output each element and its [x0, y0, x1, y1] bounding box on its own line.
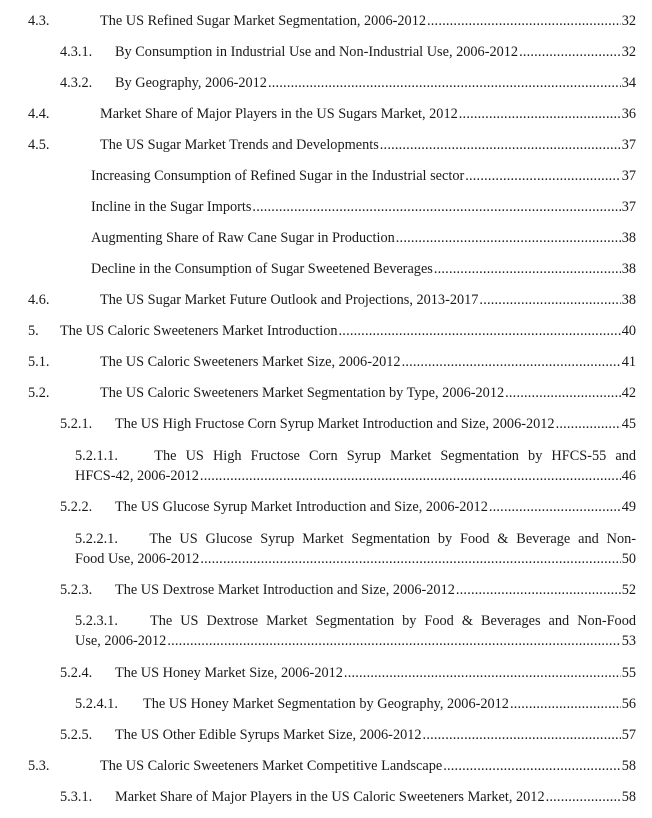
toc-entry-page: 37 — [621, 199, 636, 215]
toc-entry-title: By Geography, 2006-2012 — [115, 75, 267, 91]
toc-leader-dots — [456, 580, 621, 600]
toc-entry-page: 52 — [621, 582, 636, 598]
toc-entry-page: 55 — [621, 665, 636, 681]
toc-entry-number: 4.4. — [28, 106, 50, 122]
toc-leader-dots — [339, 321, 621, 341]
toc-leader-dots — [200, 466, 621, 486]
toc-entry-page: 45 — [621, 416, 636, 432]
toc-entry-number: 5.2.5. — [60, 727, 93, 743]
toc-leader-dots — [546, 787, 621, 807]
toc-entry[interactable] — [28, 352, 636, 372]
toc-entry[interactable] — [60, 787, 636, 807]
toc-entry[interactable] — [60, 497, 636, 517]
toc-entry[interactable] — [91, 228, 636, 248]
toc-entry-page: 50 — [621, 551, 636, 567]
toc-entry[interactable] — [60, 663, 636, 683]
toc-entry-title: The US High Fructose Corn Syrup Market Segmentation by HFCS-55 and — [154, 448, 636, 464]
toc-entry-number: 5.2.1.1. — [75, 448, 118, 464]
toc-entry-number: 5. — [28, 323, 39, 339]
toc-entry-page: 32 — [621, 13, 636, 29]
toc-entry-number: 5.2.2.1. — [75, 531, 118, 547]
toc-entry[interactable] — [28, 321, 636, 341]
toc-entry-line-1[interactable] — [75, 611, 636, 631]
toc-entry-number: 4.3.1. — [60, 44, 93, 60]
toc-entry-title: The US Dextrose Market Segmentation by Food & Beverages and Non-Food — [149, 613, 636, 629]
toc-entry[interactable] — [28, 290, 636, 310]
toc-entry-page: 53 — [621, 633, 636, 649]
toc-entry-page: 37 — [621, 137, 636, 153]
toc-entry[interactable] — [75, 694, 636, 714]
toc-entry-page: 42 — [621, 385, 636, 401]
toc-entry-number: 5.2.2. — [60, 499, 93, 515]
toc-entry-page: 58 — [621, 789, 636, 805]
toc-entry-page: 41 — [621, 354, 636, 370]
toc-entry[interactable] — [91, 166, 636, 186]
toc-entry-title: Market Share of Major Players in the US Sugars Market, 2012 — [100, 106, 458, 122]
toc-leader-dots — [479, 290, 620, 310]
toc-leader-dots — [519, 42, 621, 62]
toc-entry-title: The US Other Edible Syrups Market Size, 2006-2012 — [115, 727, 422, 743]
toc-entry[interactable] — [60, 414, 636, 434]
toc-entry-page: 38 — [621, 261, 636, 277]
toc-leader-dots — [443, 756, 620, 776]
toc-entry-page: 46 — [621, 468, 636, 484]
toc-entry-title: The US Caloric Sweeteners Market Segmentation by Type, 2006-2012 — [100, 385, 505, 401]
toc-leader-dots — [402, 352, 621, 372]
toc-entry-number: 5.2.4. — [60, 665, 93, 681]
toc-entry-title: The US Honey Market Segmentation by Geography, 2006-2012 — [143, 696, 509, 712]
toc-entry-title: Incline in the Sugar Imports — [91, 199, 252, 215]
toc-entry-title-continued: Use, 2006-2012 — [75, 633, 167, 649]
toc-entry-title: The US Honey Market Size, 2006-2012 — [115, 665, 343, 681]
toc-entry-line-2[interactable] — [75, 549, 636, 569]
toc-leader-dots — [200, 549, 620, 569]
toc-entry-line-1[interactable] — [75, 529, 636, 549]
toc-leader-dots — [505, 383, 621, 403]
toc-entry-page: 40 — [621, 323, 636, 339]
toc-entry-title: Augmenting Share of Raw Cane Sugar in Production — [91, 230, 395, 246]
toc-entry-page: 38 — [621, 292, 636, 308]
toc-entry-number: 4.5. — [28, 137, 50, 153]
toc-entry[interactable] — [91, 197, 636, 217]
toc-entry-title: The US Caloric Sweeteners Market Size, 2006-2012 — [100, 354, 401, 370]
toc-entry-title: The US High Fructose Corn Syrup Market Introduction and Size, 2006-2012 — [115, 416, 555, 432]
toc-entry-title: The US Sugar Market Trends and Developments — [100, 137, 379, 153]
toc-entry-number: 4.3. — [28, 13, 50, 29]
toc-entry-page: 57 — [621, 727, 636, 743]
toc-leader-dots — [380, 135, 621, 155]
toc-entry-title-continued: Food Use, 2006-2012 — [75, 551, 200, 567]
toc-entry-title: Decline in the Consumption of Sugar Sweetened Beverages — [91, 261, 433, 277]
toc-entry[interactable] — [28, 11, 636, 31]
toc-entry-page: 38 — [621, 230, 636, 246]
toc-entry-number: 5.1. — [28, 354, 50, 370]
toc-entry-title: By Consumption in Industrial Use and Non-Industrial Use, 2006-2012 — [115, 44, 519, 60]
toc-entry-number: 5.3. — [28, 758, 50, 774]
toc-leader-dots — [344, 663, 621, 683]
toc-leader-dots — [423, 725, 621, 745]
toc-entry-number: 5.3.1. — [60, 789, 93, 805]
toc-leader-dots — [459, 104, 621, 124]
toc-entry-title: The US Caloric Sweeteners Market Introduction — [60, 323, 338, 339]
toc-entry-line-2[interactable] — [75, 631, 636, 651]
toc-entry[interactable] — [60, 42, 636, 62]
toc-entry-number: 5.2. — [28, 385, 50, 401]
toc-entry-title: Increasing Consumption of Refined Sugar in the Industrial sector — [91, 168, 465, 184]
toc-leader-dots — [167, 631, 620, 651]
toc-leader-dots — [465, 166, 620, 186]
toc-entry-number: 4.6. — [28, 292, 50, 308]
toc-entry-page: 34 — [621, 75, 636, 91]
toc-entry-page: 56 — [621, 696, 636, 712]
toc-entry[interactable] — [60, 73, 636, 93]
toc-leader-dots — [268, 73, 621, 93]
toc-entry[interactable] — [91, 259, 636, 279]
toc-entry-title: The US Caloric Sweeteners Market Competitive Landscape — [100, 758, 443, 774]
toc-leader-dots — [510, 694, 621, 714]
toc-entry[interactable] — [60, 725, 636, 745]
toc-leader-dots — [489, 497, 621, 517]
toc-entry[interactable] — [60, 580, 636, 600]
toc-leader-dots — [396, 228, 621, 248]
toc-entry-title: The US Refined Sugar Market Segmentation, 2006-2012 — [100, 13, 426, 29]
toc-leader-dots — [252, 197, 620, 217]
toc-entry[interactable] — [28, 383, 636, 403]
toc-entry-number: 5.2.3.1. — [75, 613, 118, 629]
toc-entry-title: The US Sugar Market Future Outlook and Projections, 2013-2017 — [100, 292, 479, 308]
toc-leader-dots — [556, 414, 621, 434]
toc-entry-line-2[interactable] — [75, 466, 636, 486]
toc-entry-title: The US Dextrose Market Introduction and Size, 2006-2012 — [115, 582, 455, 598]
toc-entry-title: Market Share of Major Players in the US Caloric Sweeteners Market, 2012 — [115, 789, 545, 805]
toc-entry-number: 5.2.4.1. — [75, 696, 118, 712]
toc-entry-page: 58 — [621, 758, 636, 774]
toc-entry-number: 5.2.3. — [60, 582, 93, 598]
toc-entry[interactable] — [28, 104, 636, 124]
toc-entry-page: 36 — [621, 106, 636, 122]
toc-entry-page: 49 — [621, 499, 636, 515]
toc-entry-page: 37 — [621, 168, 636, 184]
toc-leader-dots — [427, 11, 621, 31]
toc-entry-number: 4.3.2. — [60, 75, 93, 91]
toc-entry[interactable] — [28, 756, 636, 776]
toc-entry[interactable] — [28, 135, 636, 155]
toc-entry-page: 32 — [621, 44, 636, 60]
toc-entry-title-continued: HFCS-42, 2006-2012 — [75, 468, 199, 484]
toc-leader-dots — [434, 259, 621, 279]
toc-entry-number: 5.2.1. — [60, 416, 93, 432]
toc-entry-title: The US Glucose Syrup Market Introduction and Size, 2006-2012 — [115, 499, 488, 515]
toc-entry-title: The US Glucose Syrup Market Segmentation by Food & Beverage and Non- — [149, 531, 637, 547]
toc-entry-line-1[interactable] — [75, 446, 636, 466]
